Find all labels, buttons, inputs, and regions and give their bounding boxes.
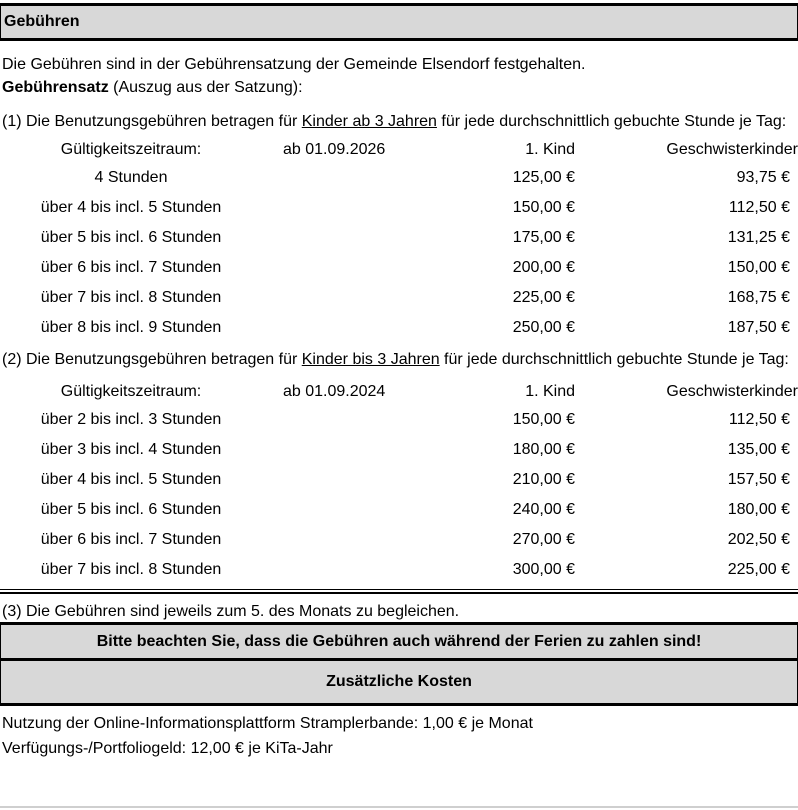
table-row: [0, 223, 798, 253]
fee-table-bis-3-jahren: [0, 379, 798, 585]
section-header-label: Gebühren: [4, 13, 80, 30]
first-child-fee: 300,00 €: [512, 561, 575, 578]
holiday-notice-text: Bitte beachten Sie, dass die Gebühren auch während der Ferien zu zahlen sind!: [96, 633, 702, 650]
section-header-gebuehren: [0, 3, 798, 41]
sibling-fee: 93,75 €: [736, 169, 790, 186]
header-valid-from-date: ab 01.09.2026: [283, 141, 386, 158]
extra-costs-lines: [0, 706, 798, 761]
header-sibling-children: Geschwisterkinder: [666, 383, 798, 400]
paragraph-2: [2, 348, 798, 371]
fee-table-ab-3-jahren: [0, 137, 798, 343]
hours-label: über 6 bis incl. 7 Stunden: [40, 259, 222, 276]
gebuehrensatz-rest: (Auszug aus der Satzung):: [108, 79, 303, 96]
sibling-fee: 135,00 €: [727, 441, 790, 458]
table-row: [0, 193, 798, 223]
header-first-child: 1. Kind: [525, 383, 575, 400]
paragraph-3-text: (3) Die Gebühren sind jeweils zum 5. des Monats zu begleichen.: [2, 603, 460, 620]
intro-line1: Die Gebühren sind in der Gebührensatzung der Gemeinde Elsendorf festgehalten.: [2, 56, 586, 73]
first-child-fee: 150,00 €: [512, 199, 575, 216]
table-row: [0, 435, 798, 465]
table-row: [0, 495, 798, 525]
hours-label: über 4 bis incl. 5 Stunden: [40, 471, 222, 488]
extra-costs-header-bar: [0, 661, 798, 706]
paragraph-1-prefix: (1) Die Benutzungsgebühren betragen für: [2, 113, 302, 130]
sibling-fee: 131,25 €: [727, 229, 790, 246]
table-row: [0, 313, 798, 343]
first-child-fee: 180,00 €: [512, 441, 575, 458]
hours-label: über 5 bis incl. 6 Stunden: [40, 501, 222, 518]
sibling-fee: 112,50 €: [728, 411, 790, 428]
table-row: [0, 163, 798, 193]
first-child-fee: 125,00 €: [512, 169, 575, 186]
extra-cost-portfolio-line: Verfügungs-/Portfoliogeld: 12,00 € je KiTa-Jahr: [2, 740, 333, 757]
hours-label: über 7 bis incl. 8 Stunden: [40, 289, 222, 306]
sibling-fee: 150,00 €: [727, 259, 790, 276]
table-header-row: [0, 137, 798, 163]
first-child-fee: 175,00 €: [512, 229, 575, 246]
first-child-fee: 270,00 €: [512, 531, 575, 548]
first-child-fee: 250,00 €: [512, 319, 575, 336]
first-child-fee: 225,00 €: [512, 289, 575, 306]
hours-label: über 8 bis incl. 9 Stunden: [40, 319, 222, 336]
table-bottom-divider: [0, 589, 798, 594]
hours-label: über 4 bis incl. 5 Stunden: [40, 199, 222, 216]
hours-label: über 3 bis incl. 4 Stunden: [40, 441, 222, 458]
bottom-divider: [0, 806, 798, 808]
hours-label: über 7 bis incl. 8 Stunden: [40, 561, 222, 578]
table-row: [0, 525, 798, 555]
hours-label: 4 Stunden: [94, 169, 168, 186]
sibling-fee: 112,50 €: [728, 199, 790, 216]
gebuehrensatz-label: Gebührensatz: [2, 79, 109, 96]
paragraph-1-underlined: Kinder ab 3 Jahren: [301, 113, 437, 130]
sibling-fee: 202,50 €: [727, 531, 790, 548]
table-header-row: [0, 379, 798, 405]
hours-label: über 5 bis incl. 6 Stunden: [40, 229, 222, 246]
first-child-fee: 150,00 €: [512, 411, 575, 428]
table-row: [0, 283, 798, 313]
table-row: [0, 405, 798, 435]
first-child-fee: 240,00 €: [512, 501, 575, 518]
first-child-fee: 200,00 €: [512, 259, 575, 276]
header-valid-from-date: ab 01.09.2024: [283, 383, 386, 400]
table-row: [0, 253, 798, 283]
paragraph-2-prefix: (2) Die Benutzungsgebühren betragen für: [2, 351, 302, 368]
paragraph-1-suffix: für jede durchschnittlich gebuchte Stunde je Tag:: [436, 113, 787, 130]
holiday-notice-bar: [0, 622, 798, 661]
header-validity-period: Gültigkeitszeitraum:: [60, 383, 202, 400]
paragraph-2-underlined: Kinder bis 3 Jahren: [301, 351, 440, 368]
sibling-fee: 168,75 €: [727, 289, 790, 306]
header-validity-period: Gültigkeitszeitraum:: [60, 141, 202, 158]
table-row: [0, 555, 798, 585]
sibling-fee: 180,00 €: [727, 501, 790, 518]
header-sibling-children: Geschwisterkinder: [666, 141, 798, 158]
paragraph-1: [2, 110, 798, 133]
hours-label: über 6 bis incl. 7 Stunden: [40, 531, 222, 548]
sibling-fee: 187,50 €: [727, 319, 790, 336]
sibling-fee: 225,00 €: [727, 561, 790, 578]
header-first-child: 1. Kind: [525, 141, 575, 158]
extra-costs-header-label: Zusätzliche Kosten: [326, 673, 472, 690]
first-child-fee: 210,00 €: [512, 471, 575, 488]
intro-paragraph: [2, 53, 798, 99]
paragraph-2-suffix: für jede durchschnittlich gebuchte Stunde je Tag:: [439, 351, 789, 368]
extra-cost-platform-line: Nutzung der Online-Informationsplattform Stramplerbande: 1,00 € je Monat: [2, 715, 533, 732]
paragraph-3: [2, 602, 798, 622]
table-row: [0, 465, 798, 495]
sibling-fee: 157,50 €: [727, 471, 790, 488]
hours-label: über 2 bis incl. 3 Stunden: [40, 411, 222, 428]
